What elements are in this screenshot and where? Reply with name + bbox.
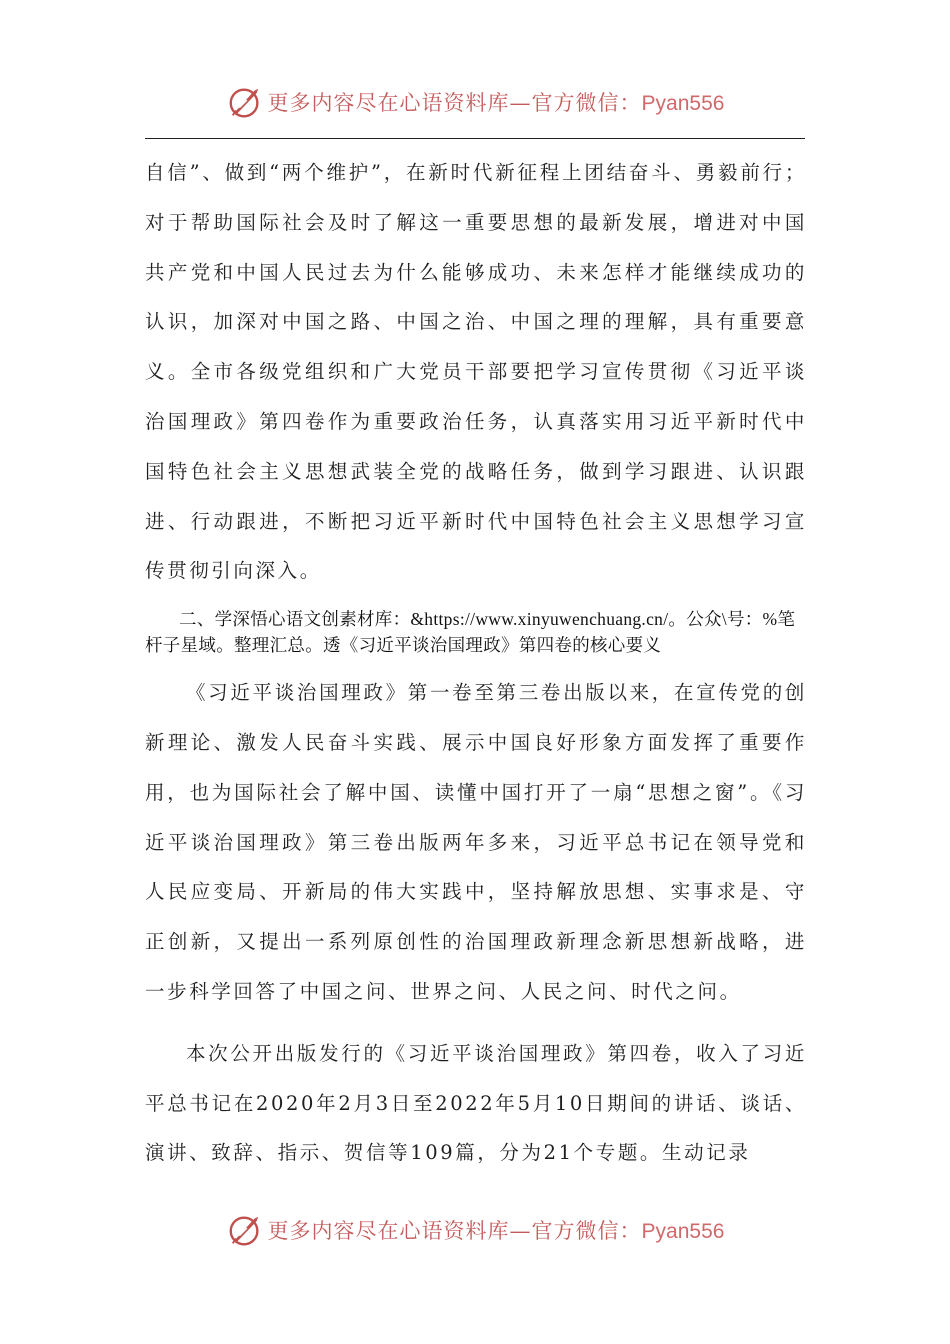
section-heading-2: 二、学深悟心语文创素材库：&https://www.xinyuwenchuang.cn/。公众\号：%笔杆子星域。整理汇总。透《习近平谈治国理政》第四卷的核心要义 (145, 609, 796, 656)
header-wechat-id: Pyan556 (641, 92, 725, 115)
header-banner-title: 更多内容尽在心语资料库 (267, 91, 510, 115)
header-divider (145, 138, 805, 139)
footer-banner-text (268, 1215, 725, 1245)
paragraph-3: 本次公开出版发行的《习近平谈治国理政》第四卷，收入了习近平总书记在2020年2月3日至2022年5月10日期间的讲话、谈话、演讲、致辞、指示、贺信等109篇，分为21个专题。生动记录 (145, 1041, 807, 1165)
footer-wechat-id: Pyan556 (641, 1220, 725, 1243)
footer-banner (0, 1208, 950, 1252)
quill-logo-icon (226, 83, 264, 121)
header-banner-text (268, 87, 725, 117)
footer-banner-separator: — (509, 1219, 532, 1243)
header-banner-separator: — (509, 91, 532, 115)
paragraph-1: 自信”、做到“两个维护”，在新时代新征程上团结奋斗、勇毅前行；对于帮助国际社会及时了解这一重要思想的最新发展，增进对中国共产党和中国人民过去为什么能够成功、未来怎样才能继续成功的认识，加深对中国之路、中国之治、中国之理的理解，具有重要意义。全市各级党组织和广大党员干部要把学习宣传贯彻《习近平谈治国理政》第四卷作为重要政治任务，认真落实用习近平新时代中国特色社会主义思想武装全党的战略任务，做到学习跟进、认识跟进、行动跟进，不断把习近平新时代中国特色社会主义思想学习宣传贯彻引向深入。 (145, 161, 807, 583)
header-banner (0, 80, 950, 124)
footer-banner-title: 更多内容尽在心语资料库 (267, 1219, 510, 1243)
quill-logo-icon (226, 1211, 264, 1249)
paragraph-2: 《习近平谈治国理政》第一卷至第三卷出版以来，在宣传党的创新理论、激发人民奋斗实践、展示中国良好形象方面发挥了重要作用，也为国际社会了解中国、读懂中国打开了一扇“思想之窗”。《习近平谈治国理政》第三卷出版两年多来，习近平总书记在领导党和人民应变局、开新局的伟大实践中，坚持解放思想、实事求是、守正创新，又提出一系列原创性的治国理政新理念新思想新战略，进一步科学回答了中国之问、世界之问、人民之问、时代之问。 (145, 681, 807, 1003)
document-body (145, 148, 807, 1178)
header-wechat-label: 官方微信： (531, 91, 642, 115)
footer-wechat-label: 官方微信： (531, 1219, 642, 1243)
